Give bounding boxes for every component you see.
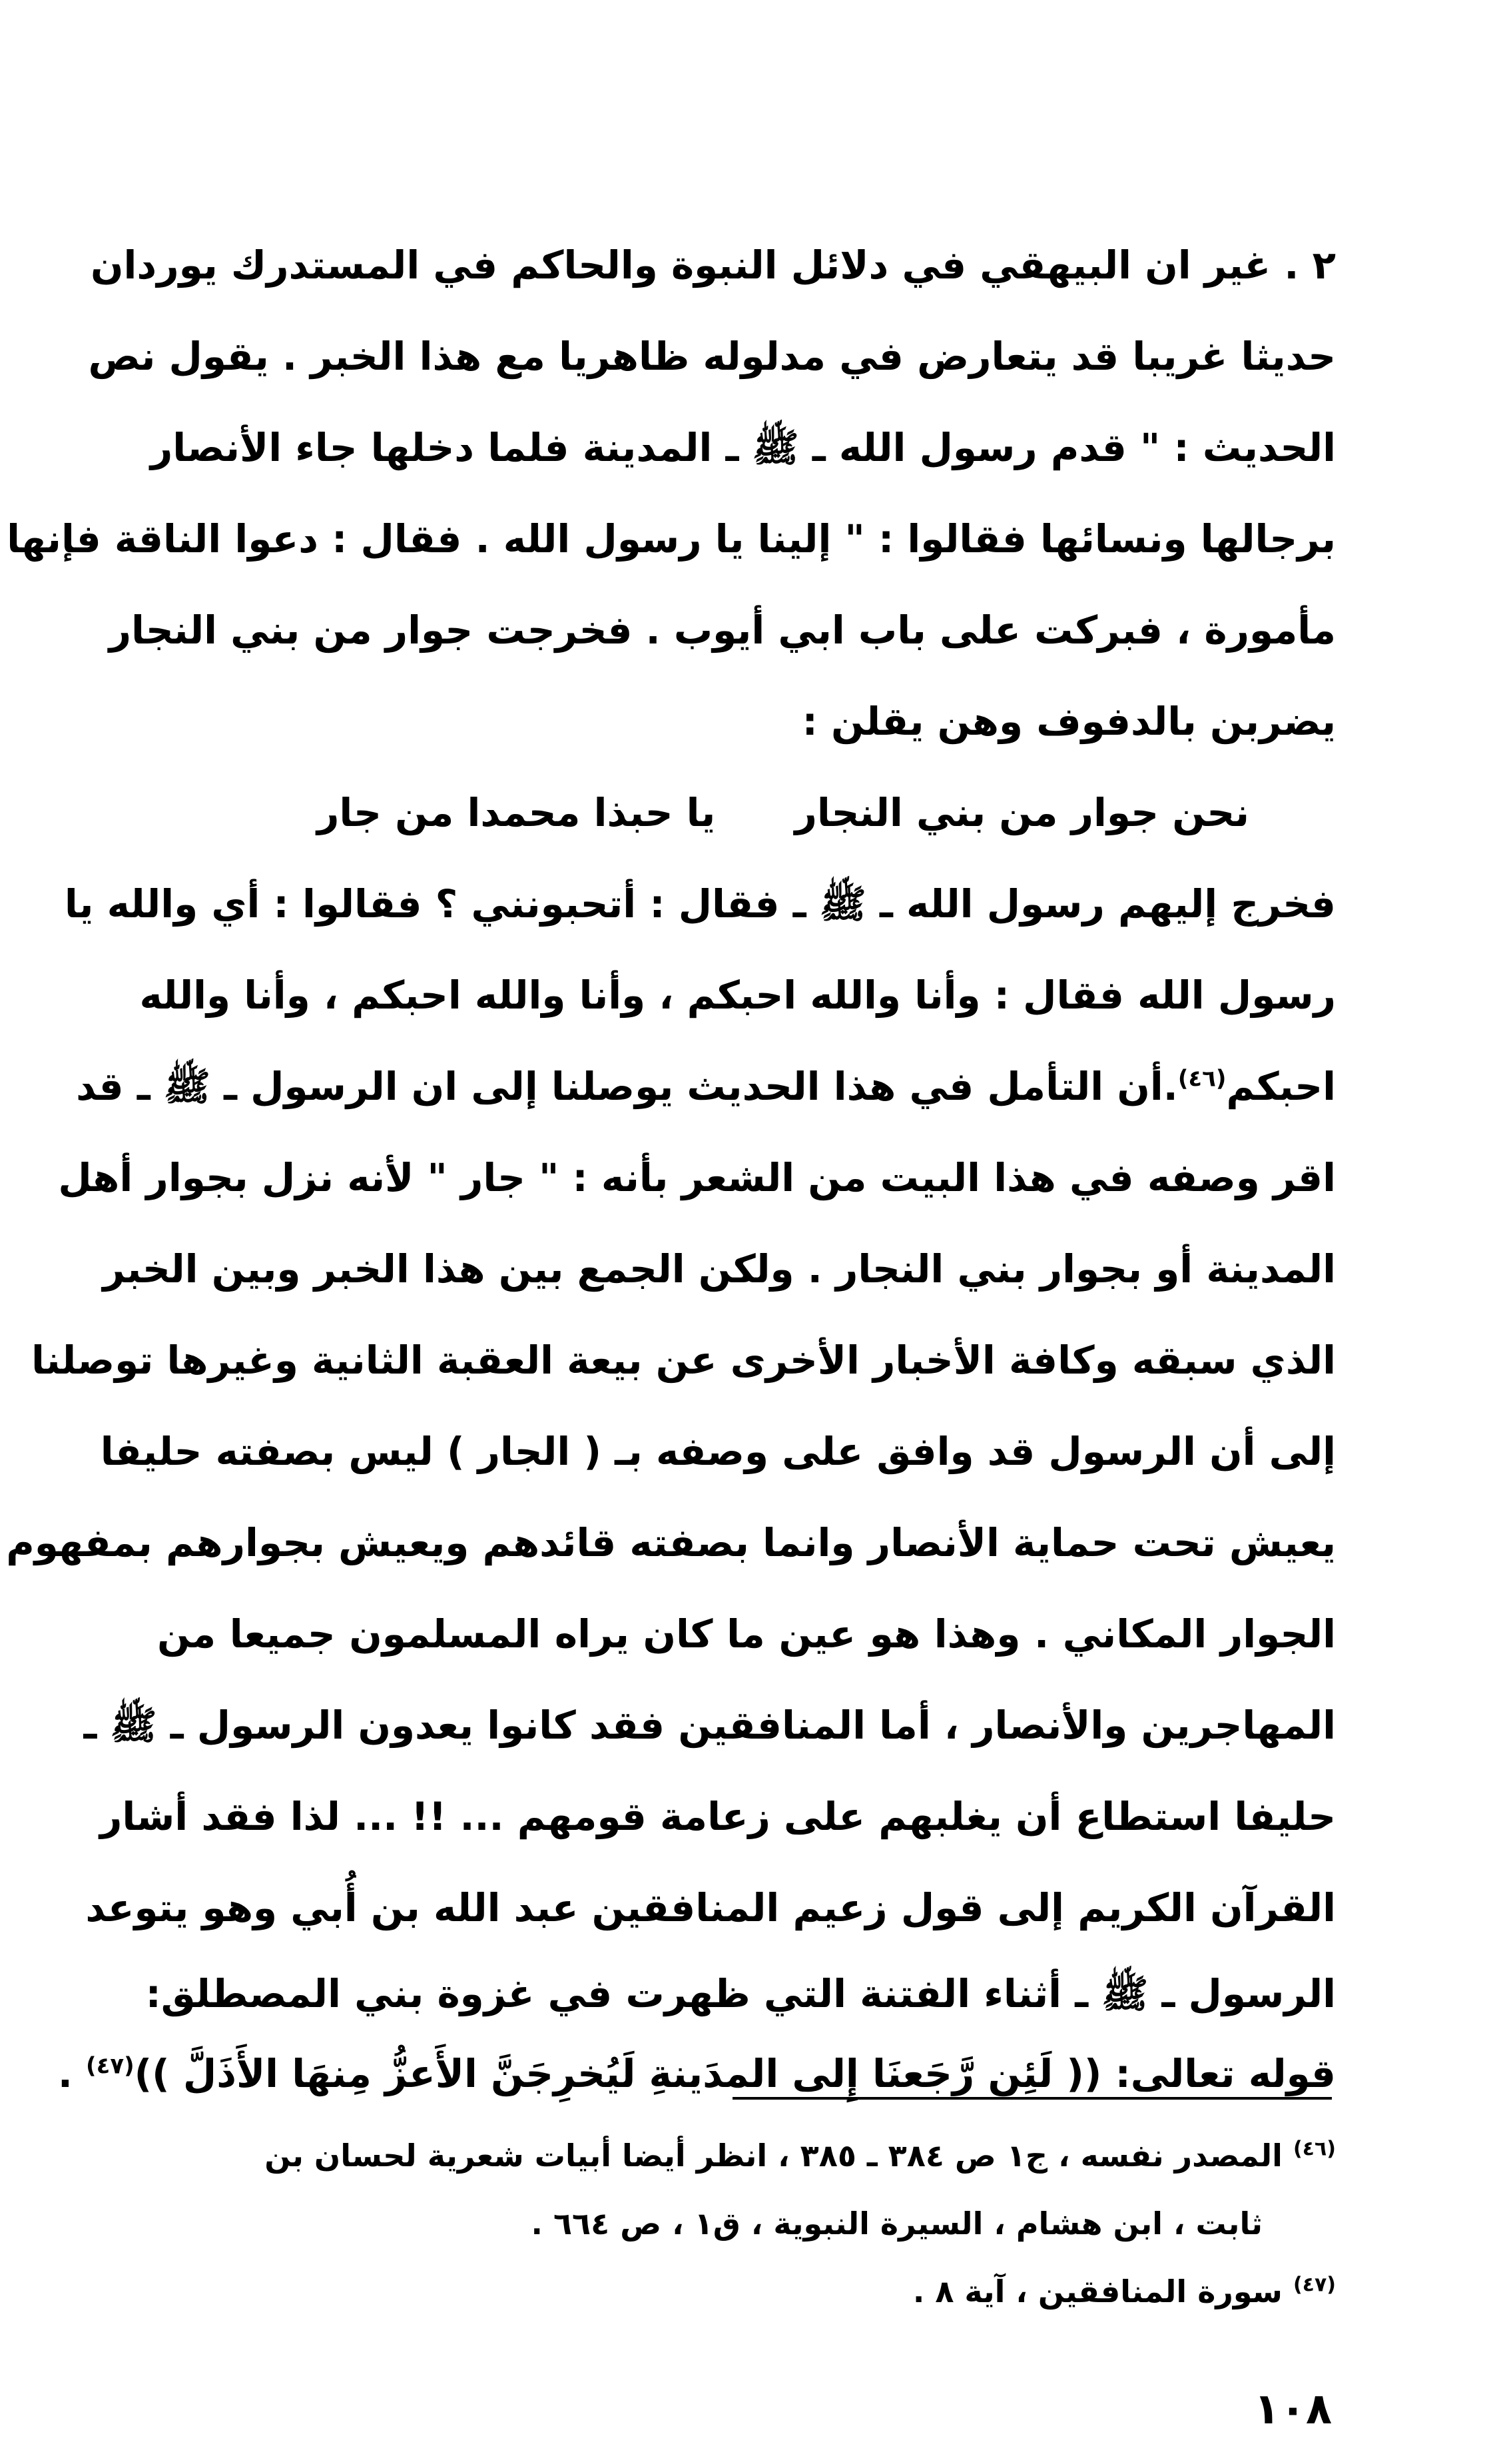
- text-line: الذي سبقه وكافة الأخبار الأخرى عن بيعة العقبة الثانية وغيرها توصلنا: [31, 1338, 1336, 1383]
- footnote-46: [157, 2122, 1336, 2190]
- text-line: يضربن بالدفوف وهن يقلن :: [802, 699, 1336, 744]
- text-line: حديثا غريبا قد يتعارض في مدلوله ظاهريا مع هذا الخبر . يقول نص: [88, 334, 1336, 379]
- text-line: الحديث : " قدم رسول الله ـ ﷺ ـ المدينة فلما دخلها جاء الأنصار: [150, 425, 1336, 470]
- footnote-46-continuation: ثابت ، ابن هشام ، السيرة النبوية ، ق١ ، ص ٦٦٤ .: [531, 2206, 1263, 2242]
- text-line: فخرج إليهم رسول الله ـ ﷺ ـ فقال : أتحبونني ؟ فقالوا : أي والله يا: [64, 881, 1336, 927]
- footnote-mark: (٤٧): [1293, 2273, 1336, 2297]
- text-line: برجالها ونسائها فقالوا : " إلينا يا رسول الله . فقال : دعوا الناقة فإنها: [7, 516, 1336, 562]
- text-line: المهاجرين والأنصار ، أما المنافقين فقد كانوا يعدون الرسول ـ ﷺ ـ: [83, 1703, 1336, 1748]
- text-line: الجوار المكاني . وهذا هو عين ما كان يراه المسلمون جميعا من: [157, 1611, 1336, 1657]
- line-rest: أن التأمل في هذا الحديث يوصلنا إلى ان الرسول ـ ﷺ ـ قد: [76, 1064, 1163, 1109]
- footnote-text: سورة المنافقين ، آية ٨ .: [912, 2273, 1283, 2309]
- text-line: ٢ . غير ان البيهقي في دلائل النبوة والحاكم في المستدرك يوردان: [91, 242, 1336, 288]
- quran-end: .: [57, 2051, 87, 2096]
- page-number: ١٠٨: [1253, 2385, 1332, 2434]
- text-line: حليفا استطاع أن يغلبهم على زعامة قومهم ... !! ... لذا فقد أشار: [100, 1794, 1336, 1839]
- text-line: رسول الله فقال : وأنا والله احبكم ، وأنا والله احبكم ، وأنا والله: [139, 973, 1336, 1018]
- footnote-ref-46: (٤٦): [1177, 1065, 1227, 1092]
- footnote-separator: [733, 2097, 1332, 2100]
- text-line: يعيش تحت حماية الأنصار وانما بصفته قائدهم ويعيش بجوارهم بمفهوم: [6, 1520, 1336, 1565]
- text-line: إلى أن الرسول قد وافق على وصفه بـ ( الجار ) ليس بصفته حليفا: [100, 1429, 1336, 1474]
- quran-verse-line: [57, 2034, 1336, 2114]
- text-line-with-footnote: احبكم$^{(٤٦)}$.أن التأمل في هذا الحديث يوصلنا إلى ان الرسول ـ ﷺ ـ قد: [76, 1064, 1336, 1109]
- text-line: القرآن الكريم إلى قول زعيم المنافقين عبد الله بن أُبي وهو يتوعد: [85, 1885, 1336, 1930]
- verse-second-hemistich: يا حبذا محمدا من جار: [317, 790, 716, 835]
- footnote-mark: (٤٦): [1293, 2137, 1336, 2161]
- footnotes: [157, 2122, 1336, 2325]
- footnote-text: المصدر نفسه ، ج١ ص ٣٨٤ ـ ٣٨٥ ، انظر أيضا أبيات شعرية لحسان بن: [264, 2138, 1283, 2174]
- main-text: [6, 220, 1336, 2114]
- quran-quote: قوله تعالى: (( لَئِن رَّجَعنَا إِلى المدَينةِ لَيُخرِجَنَّ الأَعزُّ مِنهَا الأَذَلَّ )): [134, 2051, 1336, 2096]
- line-prefix: احبكم: [1226, 1064, 1336, 1109]
- footnote-47: [157, 2258, 1336, 2325]
- text-line: الرسول ـ ﷺ ـ أثناء الفتنة التي ظهرت في غزوة بني المصطلق:: [145, 1971, 1336, 2016]
- text-line: مأمورة ، فبركت على باب ابي أيوب . فخرجت جوار من بني النجار: [109, 608, 1336, 653]
- footnote-ref-47: (٤٧): [86, 2052, 135, 2080]
- text-line: المدينة أو بجوار بني النجار . ولكن الجمع بين هذا الخبر وبين الخبر: [103, 1246, 1336, 1292]
- text-line: اقر وصفه في هذا البيت من الشعر بأنه : " جار " لأنه نزل بجوار أهل: [58, 1155, 1336, 1200]
- poem-verse: [157, 767, 1336, 859]
- verse-first-hemistich: نحن جوار من بني النجار: [794, 790, 1249, 835]
